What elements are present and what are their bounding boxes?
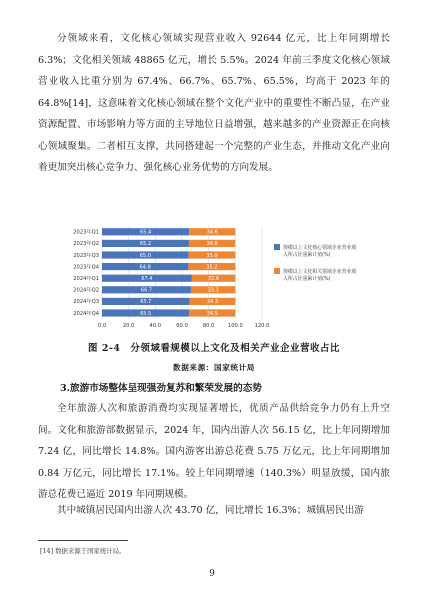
data-label: 65.0 [139, 252, 151, 259]
data-label: 35.2 [206, 264, 218, 271]
chart-svg [58, 222, 380, 334]
x-tick-label: 100.0 [227, 322, 243, 329]
data-label: 66.7 [140, 287, 153, 294]
y-tick-label: 2024年Q3 [73, 299, 99, 306]
data-label: 65.4 [140, 229, 152, 236]
data-label: 34.3 [206, 299, 219, 306]
legend-label: 入所占比重累计值(%) [283, 276, 331, 282]
body-paragraph-1: 分领域来看，文化核心领域实现营业收入 92644 亿元，比上年同期增长 6.3%；文化相关领域 48865 亿元，增长 5.5%。2024 年前三季度文化核心领域营业收入比重分别为 67.4%、66.7%、65.7%、65.5%，均高于 2023 年的 64.8%[14]，这意味着文化核心领域在整个文化产业中的重要性不断凸显，在产业资源配置、市场影响力等方面的主导地位日益增强，越来越多的产业资源正在向核心领域聚集。二者相互支撑，共同搭建起一个完整的产业生态，并推动文化产业向着更加突出核心竞争力、强化核心业务优势的方向发展。 [38, 33, 390, 173]
x-tick-label: 80.0 [202, 322, 215, 329]
data-label: 34.8 [206, 241, 218, 248]
x-tick-label: 20.0 [122, 322, 135, 329]
y-tick-label: 2024年Q2 [73, 287, 99, 294]
legend-label: 规模以上文化核心领域企业营业收 [283, 245, 357, 251]
data-label: 33.3 [207, 287, 219, 294]
x-tick-label: 40.0 [149, 322, 162, 329]
y-tick-label: 2023年Q2 [73, 241, 99, 248]
data-label: 64.8 [139, 264, 151, 271]
footnote-divider [38, 540, 128, 541]
y-tick-label: 2024年Q4 [73, 310, 99, 317]
y-tick-label: 2023年Q3 [73, 252, 99, 259]
page-number: 9 [209, 569, 215, 579]
legend-swatch [274, 268, 280, 274]
data-label: 32.6 [208, 276, 220, 282]
section-heading: 3.旅游市场整体呈现强劲复苏和繁荣发展的态势 [60, 383, 262, 394]
x-tick-label: 0.0 [97, 322, 107, 329]
data-label: 35.0 [206, 252, 218, 259]
data-label: 34.6 [206, 229, 218, 236]
data-label: 34.5 [206, 310, 218, 317]
body-paragraph-2: 全年旅游人次和旅游消费均实现显著增长，优质产品供给竞争力仍有上升空间。文化和旅游部数据显示，2024 年，国内出游人次 56.15 亿，比上年同期增加 7.24 亿，同比增长 14.8%。国内游客出游总花费 5.75 万亿元，比上年同期增加 0.84 万亿元，同比增长 17.1%。较上年同期增速（140.3%）明显放缓，国内旅游总花费已逼近 2019 年同期规模。 [38, 403, 390, 500]
data-label: 65.5 [140, 310, 152, 317]
figure-caption: 图 2-4 分领域看规模以上文化及相关产业企业营收占比 [87, 343, 341, 354]
x-tick-label: 60.0 [176, 322, 188, 329]
data-source: 数据来源：国家统计局 [173, 363, 255, 372]
legend-swatch [274, 244, 280, 250]
footnote: [14] 数据来源于国家统计局。 [40, 547, 126, 555]
data-label: 67.4 [141, 276, 153, 282]
y-tick-label: 2023年Q1 [73, 229, 99, 236]
stacked-bar-chart [58, 222, 380, 334]
y-tick-label: 2024年Q1 [73, 276, 99, 282]
y-tick-label: 2023年Q4 [73, 264, 99, 271]
body-paragraph-3: 其中城镇居民国内出游人次 43.70 亿，同比增长 16.3%；城镇居民出游 [57, 505, 364, 516]
data-label: 65.2 [139, 241, 152, 248]
x-tick-label: 120.0 [254, 322, 270, 329]
legend-label: 入所占比重累计值(%) [283, 252, 331, 258]
data-label: 65.7 [140, 299, 152, 306]
legend-label: 规模以上文化相关领域企业营业收 [283, 269, 357, 275]
